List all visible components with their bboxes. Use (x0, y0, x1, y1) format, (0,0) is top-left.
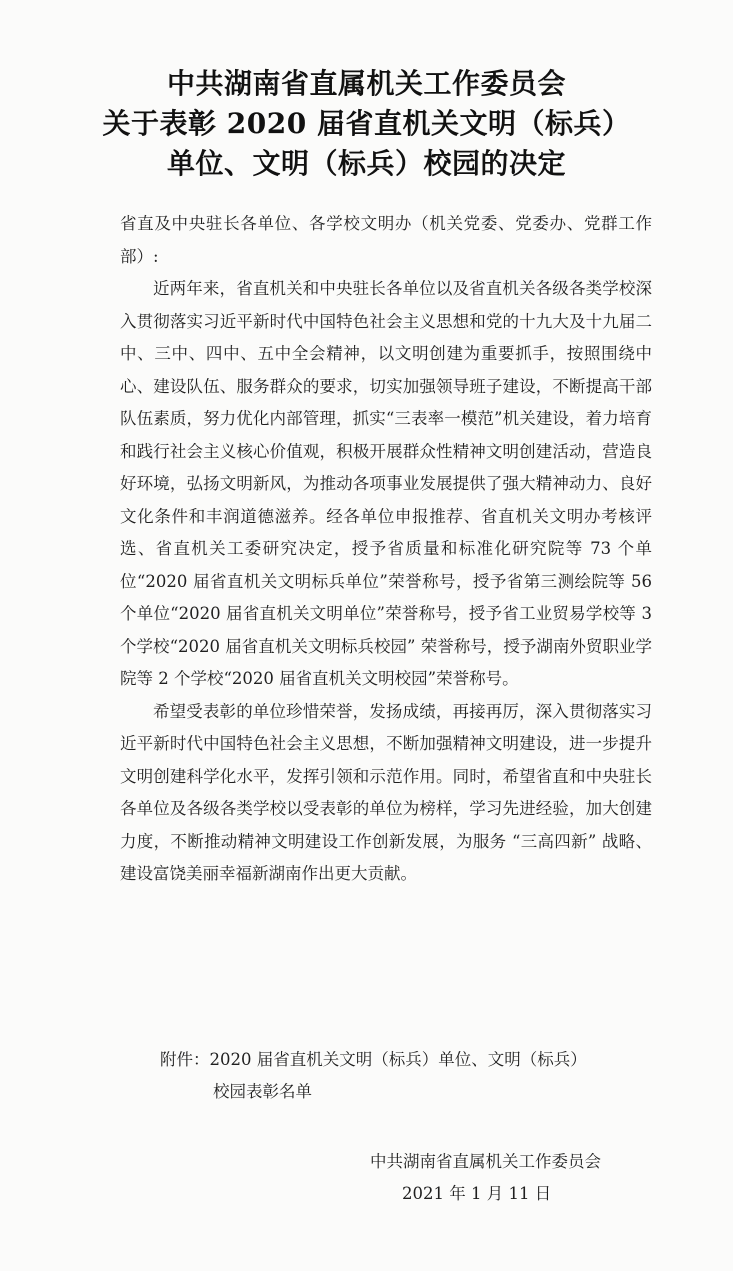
salutation: 省直及中央驻长各单位、各学校文明办（机关党委、党委办、党群工作部）: (120, 214, 652, 266)
title-line-1: 中共湖南省直属机关工作委员会 (166, 67, 566, 100)
attachment-line-2: 校园表彰名单 (213, 1082, 312, 1101)
signature-org: 中共湖南省直属机关工作委员会 (370, 1152, 601, 1171)
paragraph-2: 希望受表彰的单位珍惜荣誉，发扬成绩，再接再厉，深入贯彻落实习近平新时代中国特色社会主义思想，不断加强精神文明建设，进一步提升文明创建科学化水平，发挥引领和示范作用。同时，希望省直和中央驻长各单位及各级各类学校以受表彰的单位为榜样，学习先进经验，加大创建力度，不断推动精神文明建设工作创新发展，为服务 “三高四新” 战略、建设富饶美丽幸福新湖南作出更大贡献。 (120, 701, 652, 883)
signature-date: 2021 年 1 月 11 日 (402, 1184, 552, 1203)
attachment-line-1: 附件：2020 届省直机关文明（标兵）单位、文明（标兵） (160, 1050, 587, 1069)
signature-block (370, 1146, 670, 1210)
paragraph-1: 近两年来，省直机关和中央驻长各单位以及省直机关各级各类学校深入贯彻落实习近平新时代中国特色社会主义思想和党的十九大及十九届二中、三中、四中、五中全会精神，以文明创建为重要抓手，按照围绕中心、建设队伍、服务群众的要求，切实加强领导班子建设，不断提高干部队伍素质，努力优化内部管理，抓实“三表率一模范”机关建设，着力培育和践行社会主义核心价值观，积极开展群众性精神文明创建活动，营造良好环境，弘扬文明新风，为推动各项事业发展提供了强大精神动力、良好文化条件和丰润道德滋养。经各单位申报推荐、省直机关文明办考核评选、省直机关工委研究决定，授予省质量和标准化研究院等 73 个单位“2020 届省直机关文明标兵单位”荣誉称号，授予省第三测绘院等 56 个单位“2020 届省直机关文明单位”荣誉称号，授予省工业贸易学校等 3 个学校“2020 届省直机关文明标兵校园” 荣誉称号，授予湖南外贸职业学院等 2 个学校“2020 届省直机关文明校园”荣誉称号。 (120, 279, 652, 688)
document-body (120, 208, 652, 891)
document-title (0, 64, 733, 184)
title-line-2: 关于表彰 2020 届省直机关文明（标兵） (102, 107, 631, 140)
title-line-3: 单位、文明（标兵）校园的决定 (166, 147, 566, 180)
attachment-note (160, 1044, 660, 1108)
